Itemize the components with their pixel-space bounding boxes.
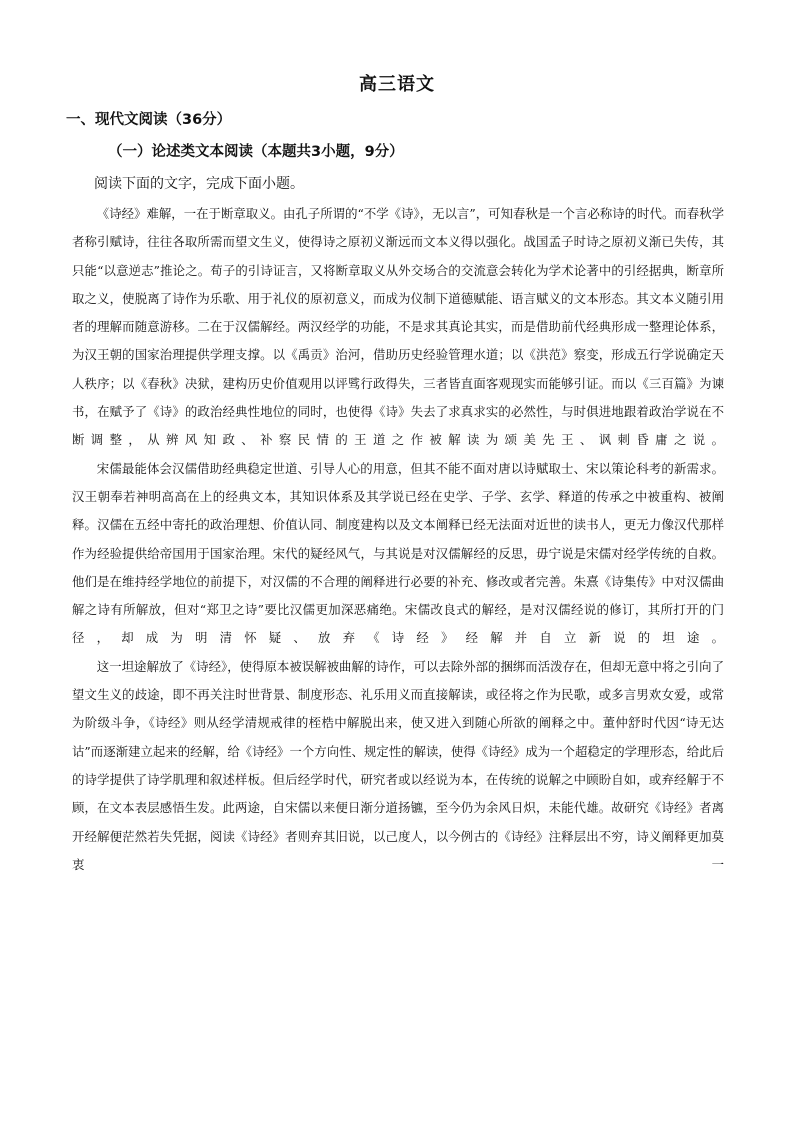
subsection-heading: （一）论述类文本阅读（本题共3小题，9分） xyxy=(108,144,404,160)
page-title: 高三语文 xyxy=(359,74,435,95)
passage-body xyxy=(72,200,724,879)
passage-paragraph-2: 宋儒最能体会汉儒借助经典稳定世道、引导人心的用意，但其不能不面对唐以诗赋取士、宋以策论科考的新需求。汉王朝奉若神明高高在上的经典文本，其知识体系及其学说已经在史学、子学、玄学、释道的传承之中被重构、被阐释。汉儒在五经中寄托的政治理想、价值认同、制度建构以及文本阐释已经无法面对近世的读书人，更无力像汉代那样作为经验提供给帝国用于国家治理。宋代的疑经风气，与其说是对汉儒解经的反思，毋宁说是宋儒对经学传统的自救。他们是在维持经学地位的前提下，对汉儒的不合理的阐释进行必要的补充、修改或者完善。朱熹《诗集传》中对汉儒曲解之诗有所解放，但对“郑卫之诗”要比汉儒更加深恶痛绝。宋儒改良式的解经，是对汉儒经说的修订，其所打开的门径，却成为明清怀疑、放弃《诗经》经解并自立新说的坦途。 xyxy=(72,460,724,646)
passage-paragraph-1: 《诗经》难解，一在于断章取义。由孔子所谓的“不学《诗》，无以言”，可知春秋是一个言必称诗的时代。而春秋学者称引赋诗，往往各取所需而望文生义，使得诗之原初义渐远而文本义得以强化。战国孟子时诗之原初义渐已失传，其只能“以意逆志”推论之。荀子的引诗证言，又将断章取义从外交场合的交流意会转化为学术论著中的引经据典，断章所取之义，使脱离了诗作为乐歌、用于礼仪的原初意义，而成为仪制下道德赋能、语言赋义的文本形态。其文本义随引用者的理解而随意游移。二在于汉儒解经。两汉经学的功能，不是求其真论其实，而是借助前代经典形成一整理论体系，为汉王朝的国家治理提供学理支撑。以《禹贡》治河，借助历史经验管理水道；以《洪范》察变，形成五行学说确定天人秩序；以《春秋》决狱，建构历史价值观用以评骘行政得失，三者皆直面客观现实而能够引证。而以《三百篇》为谏书，在赋予了《诗》的政治经典性地位的同时，也使得《诗》失去了求真求实的必然性，与时俱进地跟着政治学说在不断调整，从辨风知政、补察民情的王道之作被解读为颂美先王、讽刺昏庸之说。 xyxy=(72,206,724,448)
passage-paragraph-3: 这一坦途解放了《诗经》，使得原本被误解被曲解的诗作，可以去除外部的捆绑而活泼存在，但却无意中将之引向了望文生义的歧途，即不再关注时世背景、制度形态、礼乐用义而直接解读，或径将之作为民歌，或多言男欢女爱，或常为阶级斗争，《诗经》则从经学清规戒律的桎梏中解脱出来，使又进入到随心所欲的阐释之中。董仲舒时代因“诗无达诂”而逐渐建立起来的经解，给《诗经》一个方向性、规定性的解读，使得《诗经》成为一个超稳定的学理形态，给此后的诗学提供了诗学肌理和叙述样板。但后经学时代，研究者或以经说为本，在传统的说解之中顾盼自如，或弃经解于不顾，在文本表层感悟生发。此两途，自宋儒以来便日渐分道扬镳，至今仍为余风日炽，未能代雄。故研究《诗经》者离开经解便茫然若失凭据，阅读《诗经》者则弃其旧说，以己度人，以今例古的《诗经》注释层出不穷，诗义阐释更加莫衷一 xyxy=(72,658,724,872)
reading-instruction: 阅读下面的文字，完成下面小题。 xyxy=(94,176,304,192)
section-heading: 一、现代文阅读（36分） xyxy=(66,112,232,128)
